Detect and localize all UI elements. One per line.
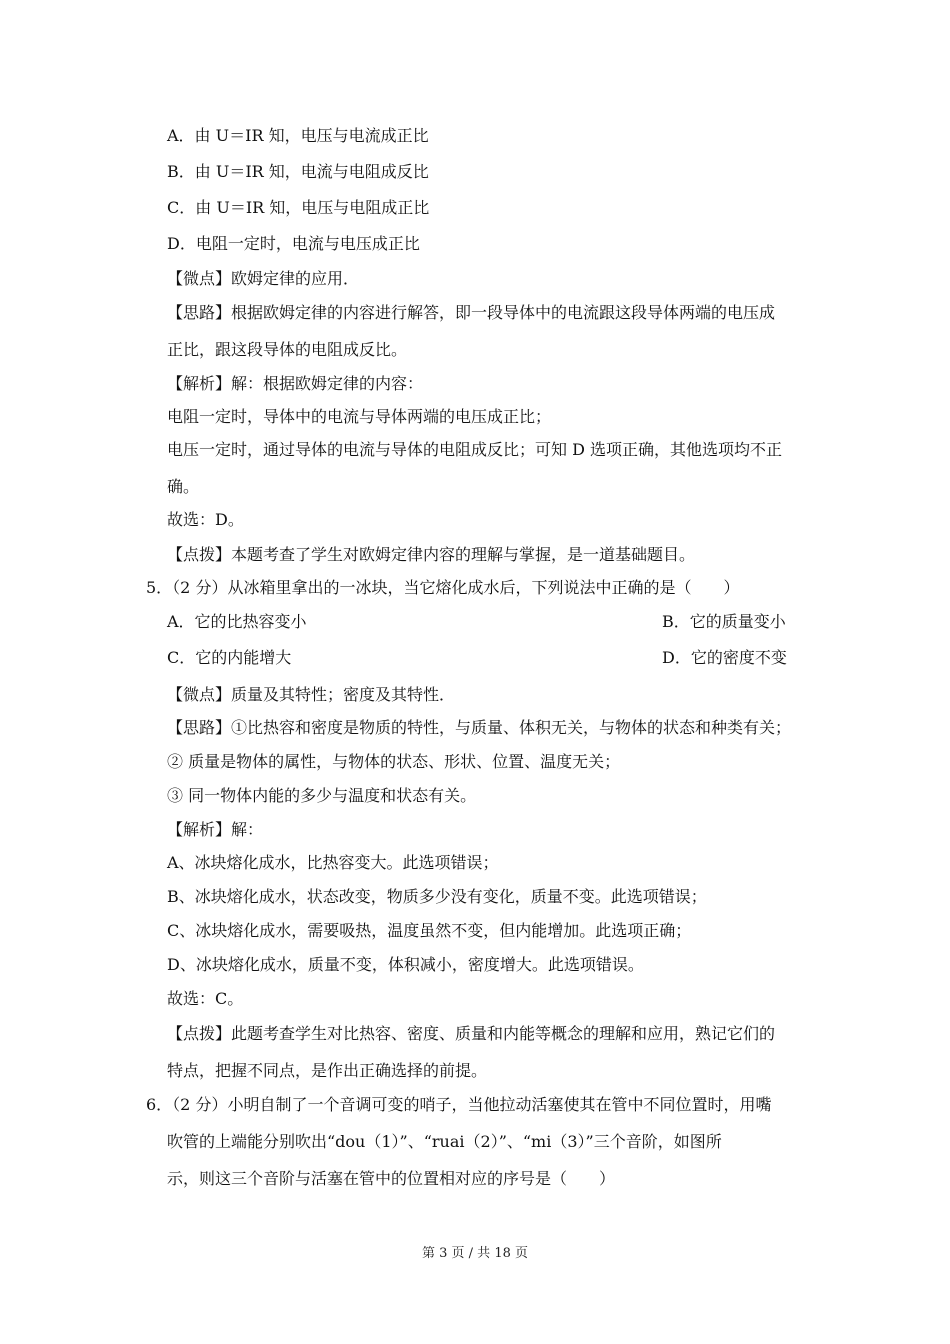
q4-jiexi-line-1: 【解析】解：根据欧姆定律的内容： (167, 374, 424, 393)
q5-jiexi-line-2: A、冰块熔化成水，比热容变大。此选项错误； (167, 853, 499, 872)
q5-option-b: B．它的质量变小 (662, 612, 786, 631)
q5-silu-line-2: ② 质量是物体的属性，与物体的状态、形状、位置、温度无关； (167, 752, 621, 771)
q5-dianbo-line-1: 【点拨】此题考查学生对比热容、密度、质量和内能等概念的理解和应用，熟记它们的 (167, 1024, 776, 1043)
q5-jiexi-line-4: C、冰块熔化成水，需要吸热，温度虽然不变，但内能增加。此选项正确； (167, 921, 692, 940)
q5-options-row-1 (167, 612, 950, 632)
q4-option-a: A．由 U＝IR 知，电压与电流成正比 (167, 126, 429, 145)
q4-option-b: B．由 U＝IR 知，电流与电阻成反比 (167, 162, 429, 181)
q5-option-c: C．它的内能增大 (167, 648, 292, 667)
q4-jiexi-line-3: 电压一定时，通过导体的电流与导体的电阻成反比；可知 D 选项正确，其他选项均不正 (167, 440, 783, 459)
q5-silu-line-1: 【思路】①比热容和密度是物质的特性，与质量、体积无关，与物体的状态和种类有关； (167, 718, 792, 737)
q4-option-d: D．电阻一定时，电流与电压成正比 (167, 234, 420, 253)
q5-jiexi-line-5: D、冰块熔化成水，质量不变，体积减小，密度增大。此选项错误。 (167, 955, 644, 974)
q5-dianbo-line-2: 特点，把握不同点，是作出正确选择的前提。 (167, 1061, 488, 1080)
q4-option-c: C．由 U＝IR 知，电压与电阻成正比 (167, 198, 430, 217)
q4-jiexi-line-4: 确。 (167, 477, 200, 496)
q6-stem-line-3: 示，则这三个音阶与活塞在管中的位置相对应的序号是（ ） (167, 1169, 616, 1188)
q5-answer: 故选：C。 (167, 989, 244, 1008)
q6-stem-line-1: 6．（2 分）小明自制了一个音调可变的哨子，当他拉动活塞使其在管中不同位置时，用嘴 (146, 1095, 772, 1114)
q5-jiexi-line-1: 【解析】解： (167, 820, 264, 839)
q4-weidian: 【微点】欧姆定律的应用． (167, 269, 360, 288)
q4-silu-line-2: 正比，跟这段导体的电阻成反比。 (167, 340, 408, 359)
q5-option-a: A．它的比热容变小 (167, 612, 307, 631)
q4-silu-line-1: 【思路】根据欧姆定律的内容进行解答，即一段导体中的电流跟这段导体两端的电压成 (167, 303, 776, 322)
q5-jiexi-line-3: B、冰块熔化成水，状态改变，物质多少没有变化，质量不变。此选项错误； (167, 887, 707, 906)
page-number-footer: 第 3 页 / 共 18 页 (422, 1246, 528, 1261)
q4-answer: 故选：D。 (167, 510, 244, 529)
q5-option-d: D．它的密度不变 (662, 648, 787, 667)
q5-weidian: 【微点】质量及其特性；密度及其特性． (167, 685, 456, 704)
q5-stem: 5．（2 分）从冰箱里拿出的一冰块，当它熔化成水后，下列说法中正确的是（ ） (146, 578, 740, 597)
q5-options-row-2 (167, 648, 950, 668)
q4-jiexi-line-2: 电阻一定时，导体中的电流与导体两端的电压成正比； (167, 407, 552, 426)
q5-silu-line-3: ③ 同一物体内能的多少与温度和状态有关。 (167, 786, 477, 805)
q4-dianbo: 【点拨】本题考查了学生对欧姆定律内容的理解与掌握，是一道基础题目。 (167, 545, 696, 564)
q6-stem-line-2: 吹管的上端能分别吹出“dou（1）”、“ruai（2）”、“mi（3）”三个音阶，如图所 (167, 1132, 722, 1151)
